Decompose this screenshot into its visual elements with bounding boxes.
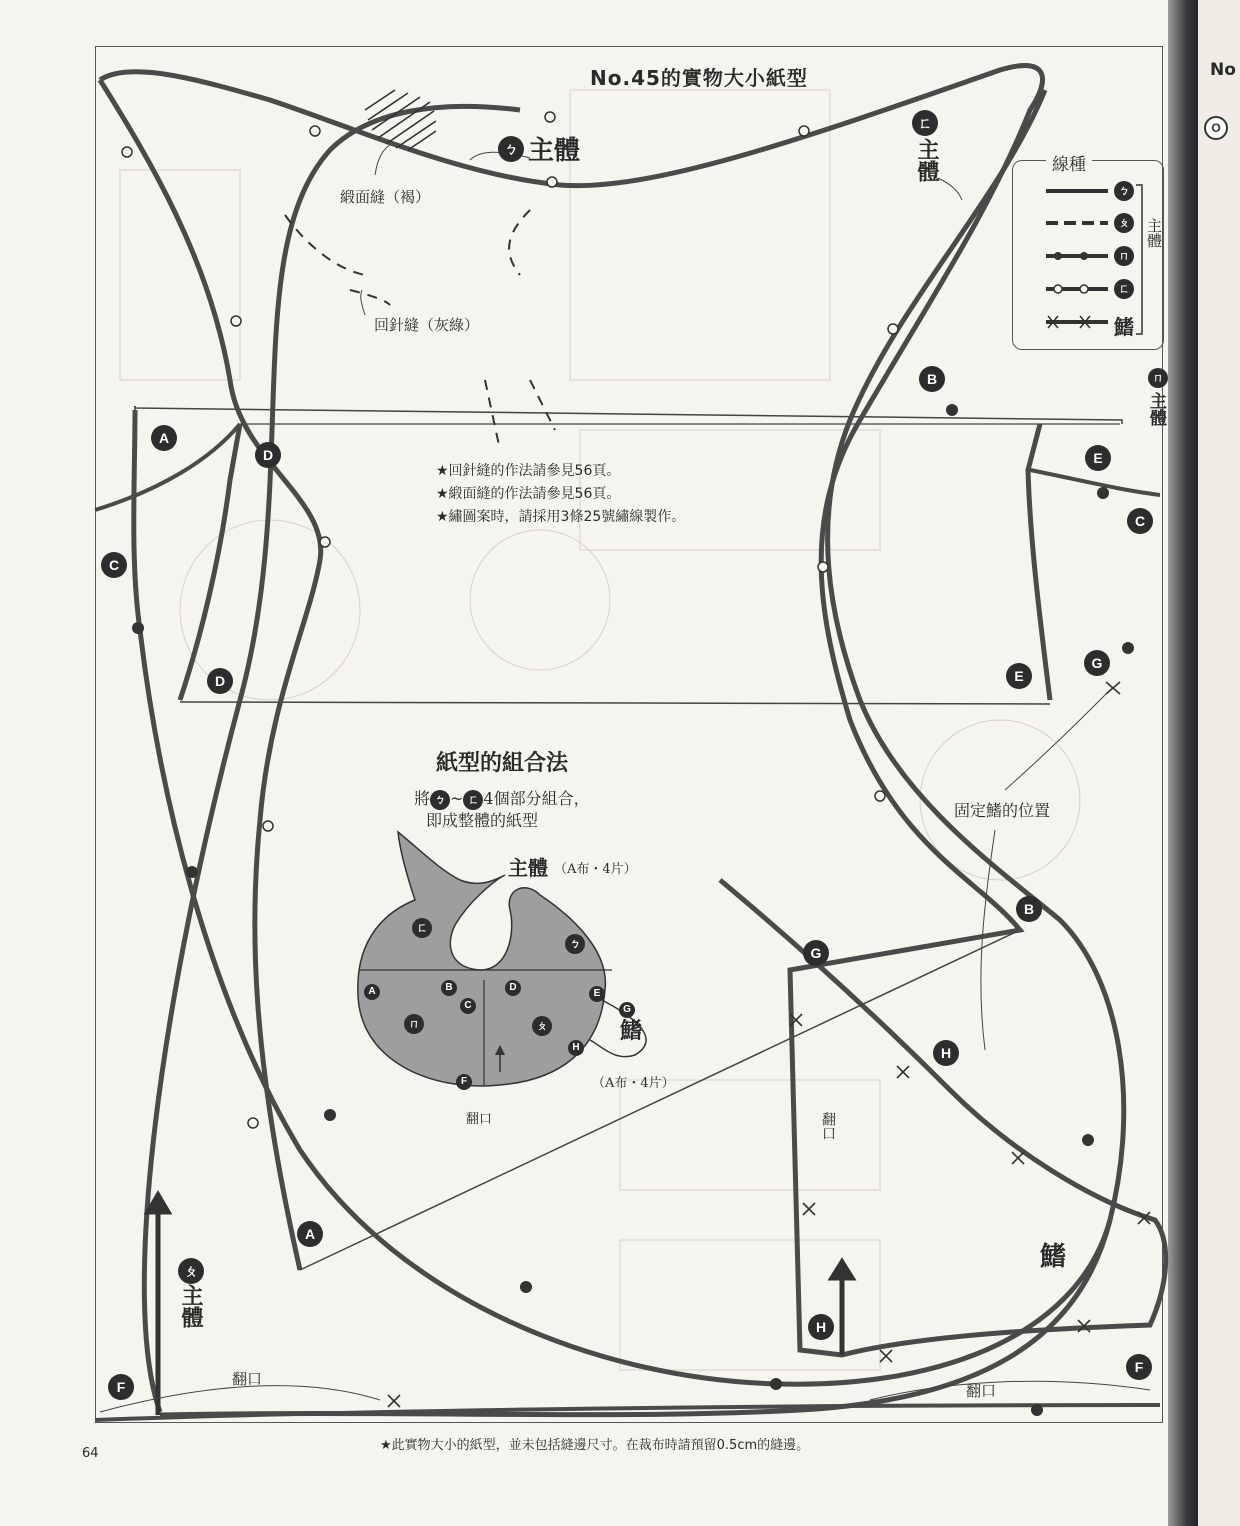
assembly-point-a: A <box>364 984 380 1000</box>
backstitch-label: 回針縫（灰綠） <box>374 316 480 334</box>
legend-badge-m: ㄇ <box>1114 246 1134 266</box>
note-item: ★緞面縫的作法請參見56頁。 <box>436 486 621 502</box>
assembly-point-d: D <box>505 980 521 996</box>
legend-side-label: 主體 <box>1145 218 1163 248</box>
piece-outline-main <box>100 66 1166 1355</box>
assembly-piece-m: ㄇ <box>404 1014 424 1034</box>
piece-d-edge <box>180 424 240 700</box>
point-f-left: F <box>108 1374 134 1400</box>
point-f-right: F <box>1126 1354 1152 1380</box>
point-c-left: C <box>101 552 127 578</box>
page-title: No.45的實物大小紙型 <box>590 66 808 90</box>
legend-title: 線種 <box>1046 150 1092 175</box>
assembly-body-qty: （A布・4片） <box>554 862 637 877</box>
assembly-line1: 將 ㄅ ~ ㄈ 4個部分組合， <box>414 789 590 808</box>
assembly-point-b: B <box>441 980 457 996</box>
assembly-piece-b: ㄅ <box>565 934 585 954</box>
page-number: 64 <box>82 1446 99 1461</box>
assembly-piece-p: ㄆ <box>532 1016 552 1036</box>
assembly-piece-f: ㄈ <box>412 918 432 938</box>
opening-label-fin: 翻口 <box>820 1112 836 1140</box>
ghost-background-lines <box>120 90 1080 1370</box>
leader-lines <box>100 145 1150 1412</box>
assembly-point-h: H <box>568 1040 584 1056</box>
point-d-lower: D <box>207 668 233 694</box>
piece-b-label: 主體 <box>528 136 581 166</box>
point-e-lower: E <box>1006 663 1032 689</box>
point-b-lower: B <box>1016 896 1042 922</box>
upper-guide-line <box>135 406 1122 424</box>
fin-label: 鰭 <box>1040 1242 1067 1272</box>
assembly-point-e: E <box>589 986 605 1002</box>
assembly-body-label: 主體 <box>508 856 548 880</box>
assembly-point-g: G <box>619 1002 635 1018</box>
satin-stitch-label: 緞面縫（褐） <box>340 188 431 206</box>
adjacent-page-badge: O <box>1204 116 1228 140</box>
assembly-fin-label: 鰭 <box>620 1018 643 1044</box>
point-a-lower: A <box>297 1221 323 1247</box>
assembly-point-c: C <box>460 998 476 1014</box>
opening-label-left: 翻口 <box>232 1370 263 1388</box>
adjacent-page-heading: No <box>1210 60 1236 80</box>
piece-b-lower-curve <box>134 410 1110 1384</box>
assembly-title: 紙型的組合法 <box>436 750 569 776</box>
point-d-upper: D <box>255 442 281 468</box>
point-c-right: C <box>1127 508 1153 534</box>
legend-fin-label: 鰭 <box>1114 315 1134 339</box>
assembly-point-f: F <box>456 1074 472 1090</box>
point-h-upper: H <box>933 1040 959 1066</box>
point-h-lower: H <box>808 1314 834 1340</box>
piece-p-label: 主體 <box>178 1284 204 1328</box>
legend-badge-p: ㄆ <box>1114 213 1134 233</box>
piece-f-badge: ㄈ <box>912 110 938 136</box>
piece-m-badge: ㄇ <box>1148 368 1168 388</box>
instruction-notes <box>436 460 685 529</box>
footer-note: ★此實物大小的紙型，並未包括縫邊尺寸。在裁布時請預留0.5cm的縫邊。 <box>380 1438 810 1453</box>
lower-guide-line <box>180 702 1050 704</box>
piece-p-badge: ㄆ <box>178 1258 204 1284</box>
piece-e-edge <box>1028 424 1050 700</box>
piece-c-right-edge <box>1030 470 1160 495</box>
point-g-lower: G <box>803 940 829 966</box>
legend-badge-f: ㄈ <box>1114 279 1134 299</box>
assembly-line2: 即成整體的紙型 <box>426 811 539 830</box>
point-e-upper: E <box>1085 445 1111 471</box>
line-type-legend <box>1012 160 1164 350</box>
filled-markers <box>132 404 1134 1416</box>
fin-position-label: 固定鰭的位置 <box>954 801 1051 820</box>
assembly-badge-start: ㄅ <box>430 790 450 810</box>
piece-m-label: 主體 <box>1146 392 1166 426</box>
point-g-upper: G <box>1084 650 1110 676</box>
piece-b-badge: ㄅ <box>498 136 524 162</box>
legend-badge-b: ㄅ <box>1114 181 1134 201</box>
point-b-upper: B <box>919 366 945 392</box>
piece-f-label: 主體 <box>914 138 940 182</box>
assembly-fin-qty: （A布・4片） <box>592 1076 675 1091</box>
piece-f-right-curve <box>160 90 1124 1415</box>
note-item: ★繡圖案時，請採用3條25號繡線製作。 <box>436 509 686 525</box>
assembly-badge-end: ㄈ <box>463 790 483 810</box>
note-item: ★回針縫的作法請參見56頁。 <box>436 463 621 479</box>
assembly-opening: 翻口 <box>466 1112 493 1127</box>
point-a-upper: A <box>151 425 177 451</box>
opening-label-right: 翻口 <box>966 1382 997 1400</box>
